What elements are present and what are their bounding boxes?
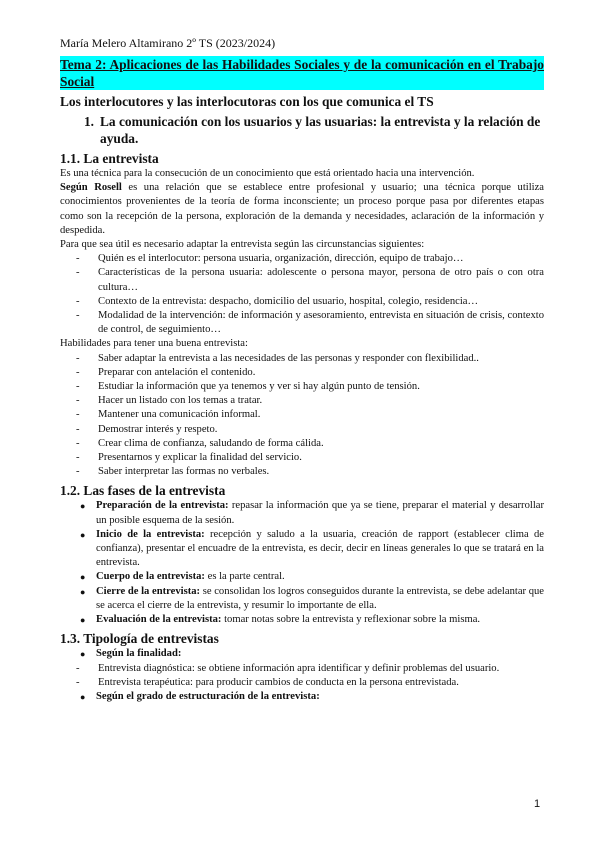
paragraph-rosell (60, 181, 544, 238)
list-item: - Mantener una comunicación informal. (60, 408, 544, 422)
list-item: ● Evaluación de la entrevista: tomar notas sobre la entrevista y reflexionar sobre la misma. (60, 613, 544, 627)
section-1-title: La comunicación con los usuarios y las usuarias: la entrevista y la relación de ayuda. (100, 114, 541, 146)
rosell-bold: Según Rosell (60, 182, 122, 194)
list-item: ● Cuerpo de la entrevista: es la parte central. (60, 570, 544, 584)
list-item: - Estudiar la información que ya tenemos y ver si hay algún punto de tensión. (60, 380, 544, 394)
list-item: ● Cierre de la entrevista: se consolidan los logros conseguidos durante la entrevista, se debe adelantar que se acerca el cierre de la entrevista, y resumir lo importante de ella. (60, 585, 544, 613)
section-1-2-heading: 1.2. Las fases de la entrevista (60, 483, 226, 499)
list-item: - Entrevista terapéutica: para producir cambios de conducta en la persona entrevistada. (60, 676, 544, 690)
list-item: - Preparar con antelación el contenido. (60, 366, 544, 380)
list-item: - Contexto de la entrevista: despacho, domicilio del usuario, hospital, colegio, residencia… (60, 295, 544, 309)
list-item: - Hacer un listado con los temas a tratar. (60, 394, 544, 408)
list-item: ● Preparación de la entrevista: repasar la información que ya se tiene, preparar el material y desarrollar un posible esquema de la sesión. (60, 499, 544, 527)
list-item: - Entrevista diagnóstica: se obtiene información apra identificar y definir problemas del usuario. (60, 662, 544, 676)
paragraph-skills: Habilidades para tener una buena entrevista: (60, 338, 248, 350)
section-1-heading (60, 113, 544, 147)
list-item: - Características de la persona usuaria: adolescente o persona mayor, persona de otro país o con otra cultura… (60, 266, 544, 294)
paragraph-adapt: Para que sea útil es necesario adaptar la entrevista según las circunstancias siguientes: (60, 239, 425, 251)
tema-title: Tema 2: Aplicaciones de las Habilidades Sociales y de la comunicación en el Trabajo Social (60, 57, 544, 89)
list-item: - Demostrar interés y respeto. (60, 423, 544, 437)
page-header: María Melero Altamirano 2º TS (2023/2024) (60, 36, 276, 50)
list-item: - Modalidad de la intervención: de información y asesoramiento, entrevista en situación de crisis, contexto de control, de seguimiento… (60, 309, 544, 337)
phases-list (60, 499, 544, 627)
page-number: 1 (534, 798, 541, 810)
page-content (60, 56, 544, 704)
list-item: - Saber adaptar la entrevista a las necesidades de las personas y responder con flexibilidad.. (60, 352, 544, 366)
list-item: - Presentarnos y explicar la finalidad del servicio. (60, 451, 544, 465)
list-item: ● Según el grado de estructuración de la entrevista: (60, 690, 544, 704)
circumstances-list (60, 252, 544, 337)
list-item: - Quién es el interlocutor: persona usuaria, organización, dirección, equipo de trabajo… (60, 252, 544, 266)
list-item: ● Según la finalidad: (60, 647, 544, 661)
list-item: - Saber interpretar las formas no verbales. (60, 465, 544, 479)
section-1-3-heading: 1.3. Tipología de entrevistas (60, 631, 219, 647)
skills-list (60, 352, 544, 480)
section-1-number: 1. (83, 114, 94, 129)
list-item: - Crear clima de confianza, saludando de forma cálida. (60, 437, 544, 451)
typology-list (60, 647, 544, 704)
section-1-1-heading: 1.1. La entrevista (60, 151, 159, 166)
rosell-text: es una relación que se establece entre profesional y usuario; una técnica porque utiliza conocimientos provenientes de la teoría de forma inconsciente; un proceso porque pasa por diferentes etapas como son la recepción de la persona, exploración de la demanda y necesidades, aclaración de la información y despedida. (60, 182, 544, 236)
list-item: ● Inicio de la entrevista: recepción y saludo a la usuaria, creación de rapport (establecer clima de confianza), presentar el encuadre de la entrevista, es decir, decir en líneas generales lo que se tratará en la entrevista. (60, 528, 544, 571)
subtitle: Los interlocutores y las interlocutoras con los que comunica el TS (60, 94, 434, 109)
paragraph-definition: Es una técnica para la consecución de un conocimiento que está orientado hacia una intervención. (60, 168, 475, 179)
